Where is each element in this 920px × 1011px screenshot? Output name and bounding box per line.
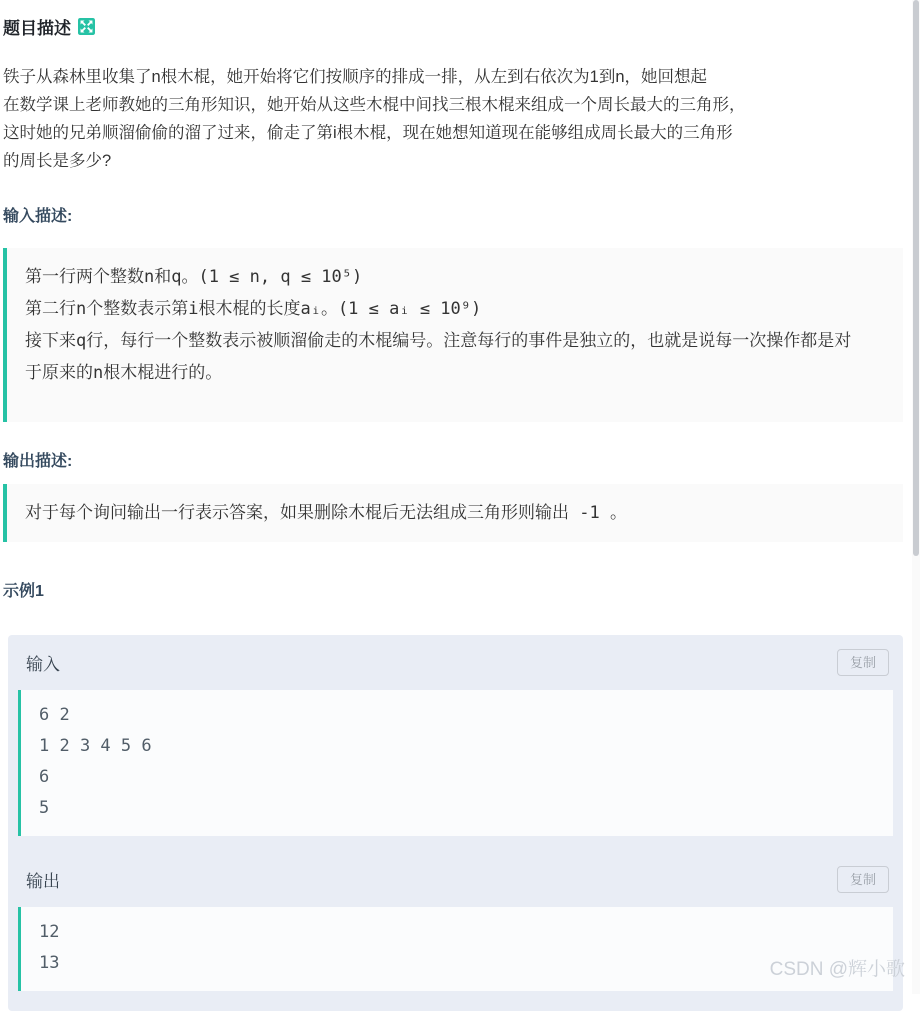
code-line: 1 2 3 4 5 6	[39, 736, 152, 756]
example-output-code	[18, 907, 893, 991]
description-line: 在数学课上老师教她的三角形知识，她开始从这些木棍中间找三根木棍来组成一个周长最大的三角形，	[3, 96, 746, 114]
input-desc-line: 第一行两个整数n和q。(1 ≤ n, q ≤ 10⁵)	[25, 267, 363, 287]
code-line: 12	[39, 922, 60, 942]
output-description-box	[3, 484, 903, 542]
input-description-box	[3, 248, 903, 422]
copy-output-button[interactable]: 复制	[837, 866, 889, 893]
output-description-heading: 输出描述:	[3, 453, 73, 470]
example-input-section	[18, 635, 893, 836]
description-line: 的周长是多少?	[3, 152, 112, 170]
description-line: 铁子从森林里收集了n根木棍，她开始将它们按顺序的排成一排，从左到右依次为1到n，她回想起	[3, 68, 708, 86]
example-input-header	[18, 635, 893, 690]
problem-description	[3, 63, 903, 175]
example-input-label: 输入	[26, 655, 60, 674]
code-line: 13	[39, 953, 60, 973]
example-output-section	[18, 852, 893, 991]
example-heading: 示例1	[3, 583, 44, 600]
input-desc-line: 于原来的n根木棍进行的。	[25, 363, 223, 383]
example-output-label: 输出	[26, 872, 60, 891]
csdn-watermark: CSDN @辉小歌	[769, 959, 905, 980]
example-input-code	[18, 690, 893, 836]
page-title	[3, 16, 903, 36]
input-desc-line: 第二行n个整数表示第i根木棍的长度aᵢ。(1 ≤ aᵢ ≤ 10⁹)	[25, 299, 482, 319]
code-line: 5	[39, 798, 50, 818]
code-line: 6 2	[39, 705, 70, 725]
example-output-header	[18, 852, 893, 907]
copy-input-button[interactable]: 复制	[837, 649, 889, 676]
expand-icon[interactable]	[78, 18, 95, 35]
description-line: 这时她的兄弟顺溜偷偷的溜了过来，偷走了第i根木棍，现在她想知道现在能够组成周长最大的三角形	[3, 124, 733, 142]
page-title-text: 题目描述	[3, 18, 71, 38]
input-desc-line: 接下来q行，每行一个整数表示被顺溜偷走的木棍编号。注意每行的事件是独立的，也就是说每一次操作都是对	[25, 331, 852, 351]
code-line: 6	[39, 767, 50, 787]
input-description-heading: 输入描述:	[3, 208, 73, 225]
scrollbar-thumb[interactable]	[913, 0, 919, 556]
output-desc-line: 对于每个询问输出一行表示答案，如果删除木棍后无法组成三角形则输出 -1 。	[25, 503, 627, 523]
scrollbar-track[interactable]	[912, 0, 920, 994]
